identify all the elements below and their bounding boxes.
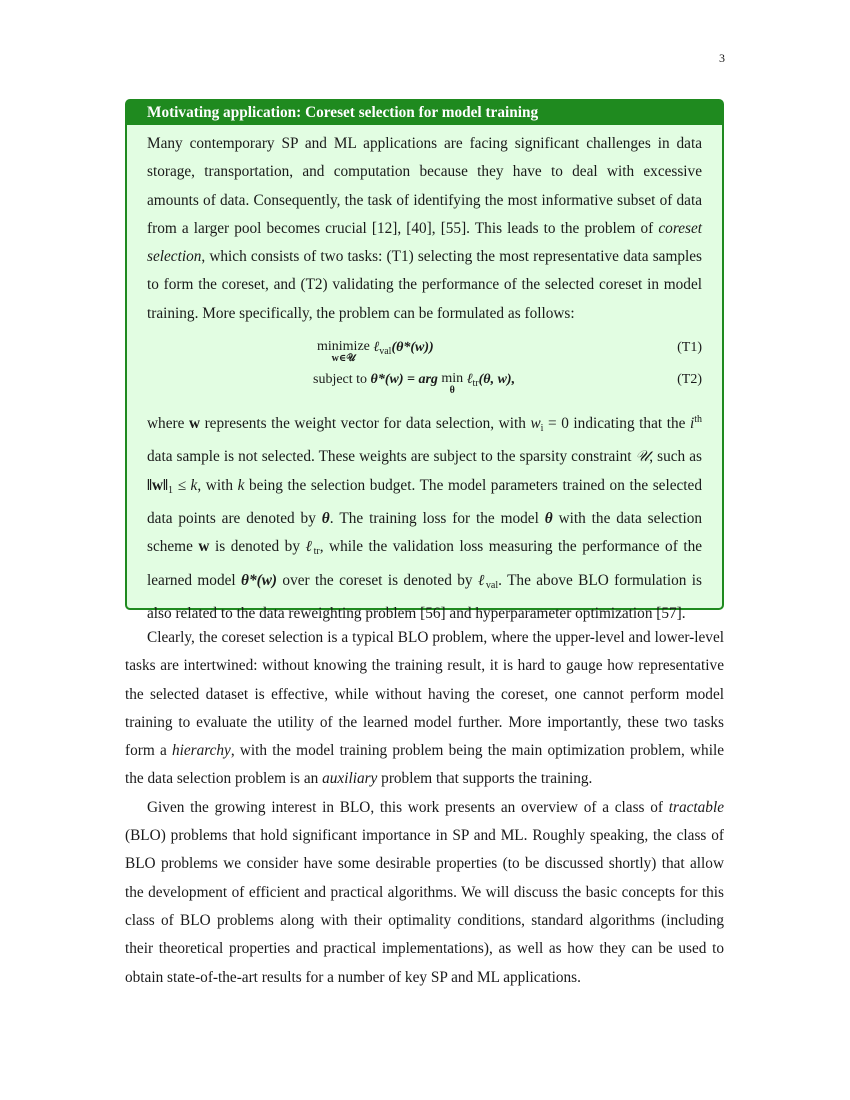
eq1-operator: minimize w∈𝒰 [317,339,370,365]
box-title: Motivating application: Coreset selection for model training [127,101,722,125]
box-body [127,125,722,628]
body-paragraph-1: Clearly, the coreset selection is a typical BLO problem, where the upper-level and lower-level tasks are intertwined: without knowing the training result, it is hard to gauge how representative the selected dataset is effective, while without having the coreset, one cannot perform model training to evaluate the utility of the learned model further. More importantly, these two tasks form a hierarchy, with the model training problem being the main optimization problem, while the data selection problem is an auxiliary problem that supports the training. [125,629,724,788]
eq2-operator: min θ [441,371,464,397]
eq2-tag: (T2) [677,372,702,388]
eq1-tag: (T1) [677,340,702,356]
emphasis-tractable: tractable [668,798,724,816]
intro-text-2: , which consists of two tasks: (T1) selecting the most representative data samples to form the coreset, and (T2) validating the performance of the selected coreset in model training. More specifically, the problem can be formulated as follows: [147,248,702,322]
emphasis-auxiliary: auxiliary [322,770,378,788]
emphasis-hierarchy: hierarchy [171,742,231,760]
body-paragraph-2: Given the growing interest in BLO, this work presents an overview of a class of tractable (BLO) problems that hold significant importance in SP and ML. Roughly speaking, the class of BLO problems we consider have some desirable properties (to be discussed shortly) that allow the development of efficient and practical algorithms. We will discuss the basic concepts for this class of BLO problems along with their optimality conditions, standard algorithms (including their theoretical properties and practical implementations), as well as how they can be used to obtain state-of-the-art results for a number of key SP and ML applications. [125,798,724,986]
eq1-argument: (θ*(w)) [391,340,434,356]
equation-t2: subject to θ*(w) = arg min θ ℓ$_{tr}$(θ, w), (T2) [313,371,702,397]
motivating-application-box [125,99,724,622]
box-intro-paragraph [147,130,702,328]
box-explanation-paragraph: where w represents the weight vector for data selection, with $w_i = 0$ indicating that the $i^{th}$ data sample is not selected. These weights are subject to the sparsity constraint 𝒰, such as $‖w‖_1 \le k$, with k being the selection budget. The model parameters trained on the selected data points are denoted by θ. The training loss for the model θ with the data selection scheme w is denoted by ℓ$_{tr}$, while the validation loss measuring the performance of the learned model θ*(w) over the coreset is denoted by ℓ$_{val}$. The above BLO formulation is also related to the data reweighting problem [56] and hyperparameter optimization [57]. [147,414,703,622]
equation-t1: minimize w∈𝒰 ℓ$_{val}$(θ*(w)) (T1) [317,339,702,365]
main-text [125,624,724,992]
intro-text-1: Many contemporary SP and ML applications are facing significant challenges in data storage, transportation, and computation because they have to deal with excessive amounts of data. Consequently, the task of identifying the most informative subset of data from a larger pool becomes crucial [12], [40], [55]. This leads to the problem of [147,135,702,237]
page-number: 3 [719,51,725,65]
intro-emphasis-coreset-selection: coreset selection [147,219,702,266]
